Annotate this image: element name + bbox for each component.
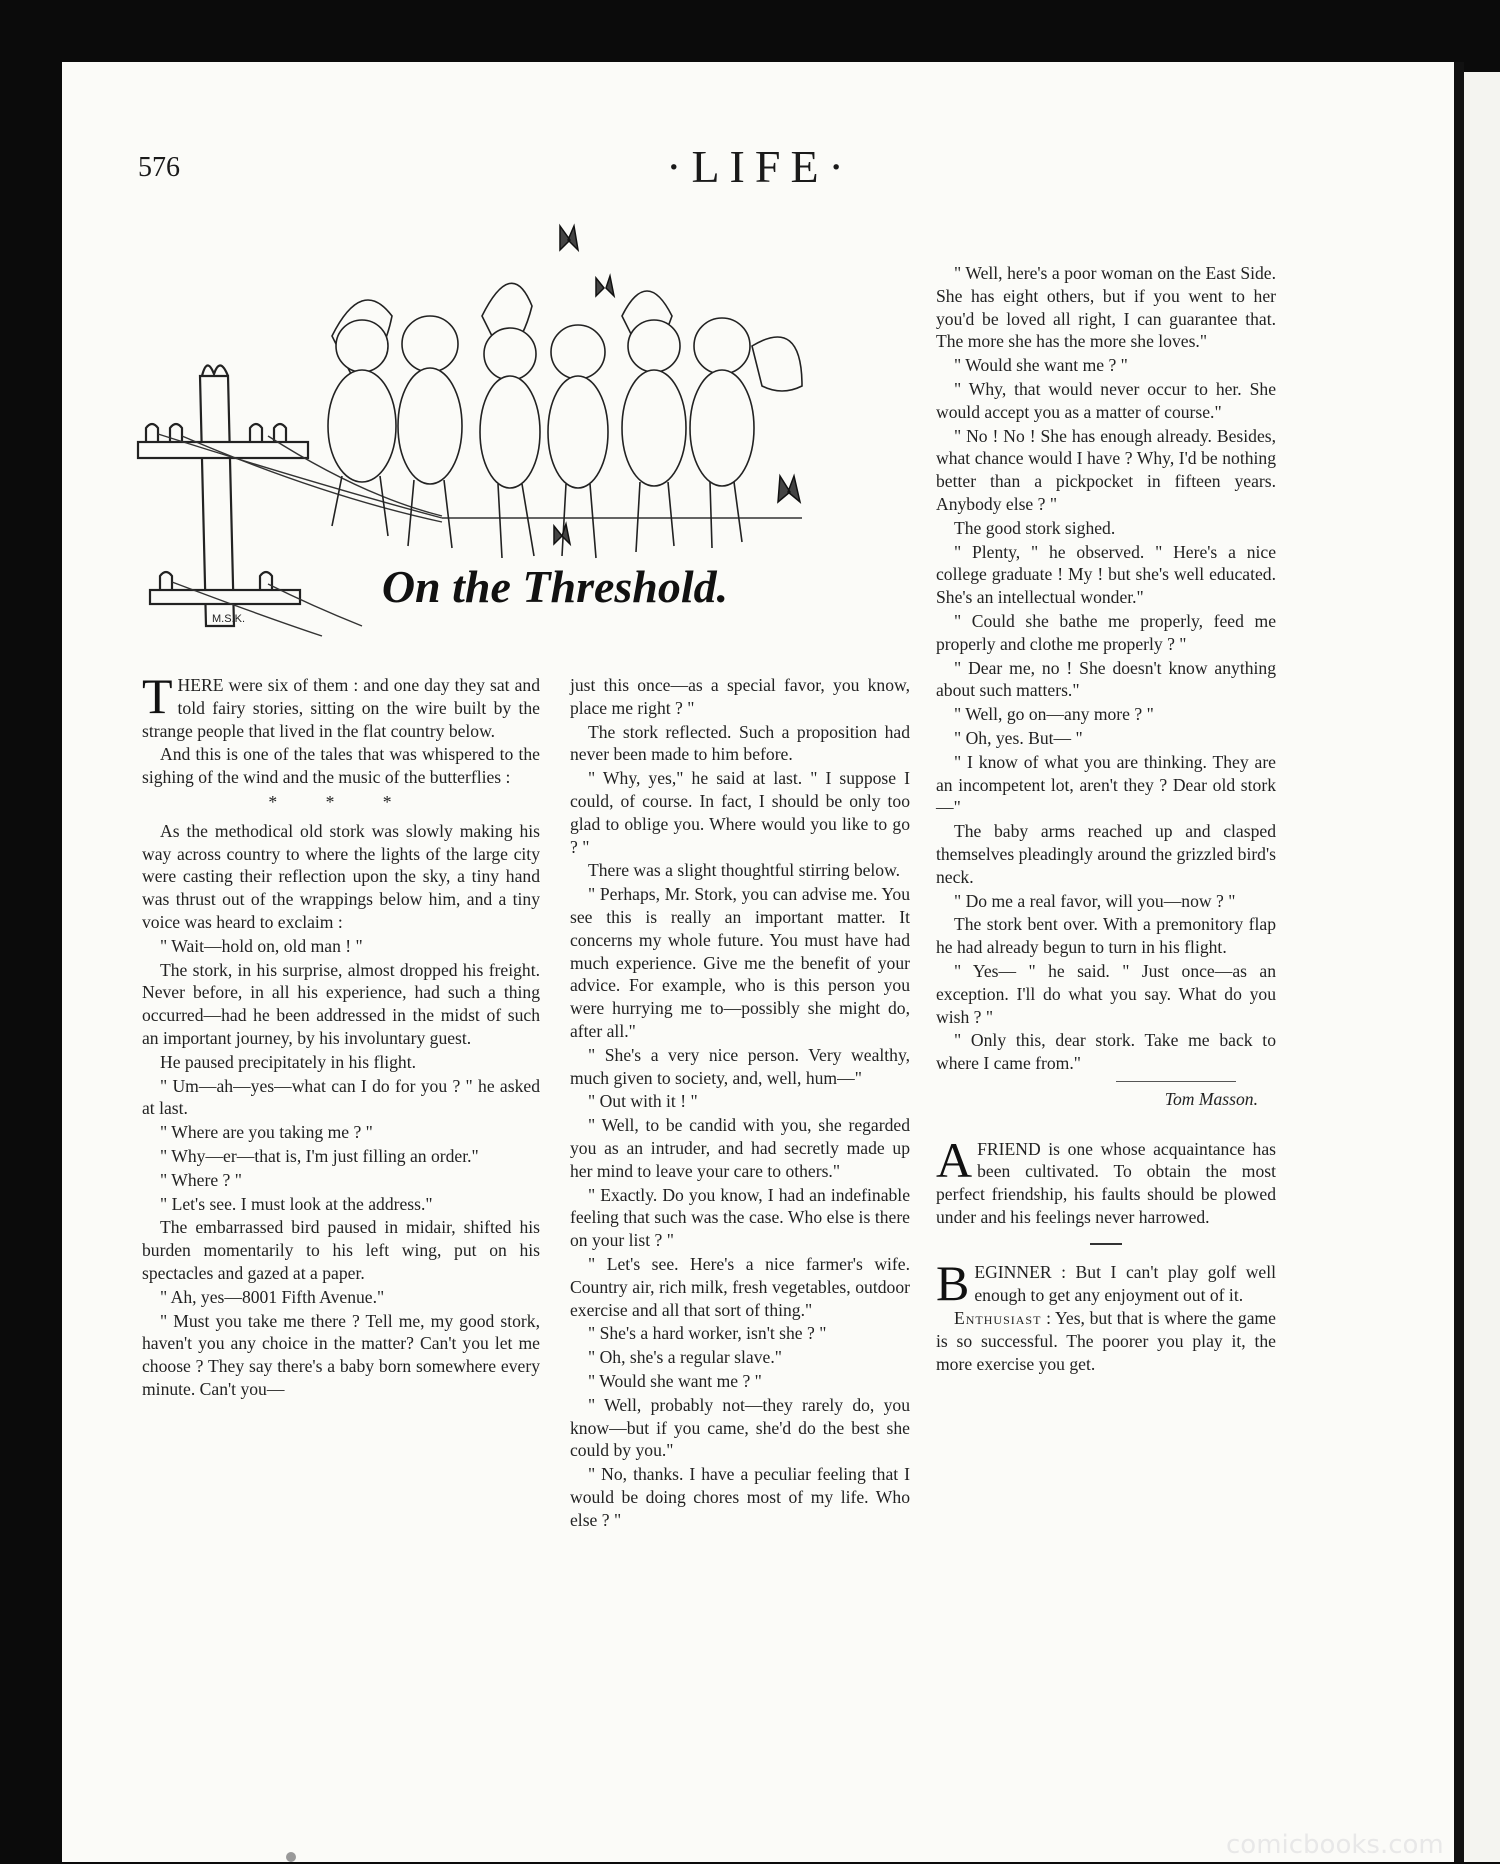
paragraph: " She's a hard worker, isn't she ? " [588,1323,827,1344]
golf-enthusiast-paragraph: Enthusiast : Yes, but that is where the game is so successful. The poorer you play it, the more exercise you get. [936,1308,1276,1375]
paragraph: " Must you take me there ? Tell me, my good stork, haven't you any choice in the matter? Can't you let me choose ? They say there's a baby born somewhere every minute. Can't you— [142,1310,540,1399]
author-signature: Tom Masson. [1164,1088,1258,1109]
adjacent-page-edge [1464,72,1500,1862]
paragraph: " Well, go on—any more ? " [954,704,1154,725]
paragraph: " Perhaps, Mr. Stork, you can advise me. You see this is really an important matter. It concerns my whole future. You must have had much experience. Give me the benefit of your advice. For example, who is this person you were hurrying me to—possibly she might do, after all." [570,884,910,1041]
paragraph: The stork reflected. Such a proposition had never been made to him before. [570,721,910,765]
paragraph: " Let's see. I must look at the address." [160,1193,433,1214]
paragraph: " Out with it ! " [588,1091,698,1112]
paragraph: " Exactly. Do you know, I had an indefinable feeling that such was the case. Who else is there on your list ? " [570,1184,910,1251]
paragraph: just this once—as a special favor, you know, place me right ? " [570,675,910,718]
page-number: 576 [138,152,180,183]
paragraph: " Oh, yes. But— " [954,727,1083,748]
paragraph: " Why, yes," he said at last. " I suppose I could, of course. In fact, I should be only too glad to oblige you. Where would you like to go ? " [570,768,910,857]
telegraph-pole [138,365,308,626]
section-break: * * * [268,791,414,812]
paragraph: " Well, to be candid with you, she regarded you as an intruder, and had secretly made up her mind to leave your care to others." [570,1115,910,1181]
paragraph: " Would she want me ? " [954,355,1128,376]
golf-beginner-paragraph: BEGINNER : But I can't play golf well enough to get any enjoyment out of it. [936,1254,1276,1311]
paragraph: As the methodical old stork was slowly making his way across country to where the lights of the large city were casting their reflection upon the sky, a tiny hand was thrust out of the wrappings below him, and a tiny voice was heard to exclaim : [142,820,540,932]
paragraph: " Why, that would never occur to her. She would accept you as a matter of course." [936,378,1276,422]
paragraph: " Um—ah—yes—what can I do for you ? " he asked at last. [142,1075,540,1119]
paragraph: The stork bent over. With a premonitory flap he had already begun to turn in his flight. [936,914,1276,958]
drop-cap: A [936,1131,973,1188]
paragraph: " No ! No ! She has enough already. Besides, what chance would I have ? Why, I'd be nothing better than a pickpocket in fifteen years. Anybody else ? " [936,425,1276,514]
page-edge [1454,62,1464,1862]
drop-cap: T [142,668,173,724]
paragraph: The good stork sighed. [954,517,1116,538]
paragraph: There was a slight thoughtful stirring below. [588,860,901,881]
paragraph: " Oh, she's a regular slave." [588,1347,782,1368]
binding-hole [286,1852,296,1862]
cherubs [328,283,802,558]
paragraph: He paused precipitately in his flight. [160,1051,417,1072]
illustrator-signature: M.S.K. [212,613,246,625]
paragraph: " No, thanks. I have a peculiar feeling that I would be doing chores most of my life. Who else ? " [570,1464,910,1530]
divider [1090,1243,1122,1245]
paragraph: " Where are you taking me ? " [160,1122,373,1143]
paragraph: " Dear me, no ! She doesn't know anything about such matters." [936,657,1276,701]
drop-cap: B [936,1254,970,1311]
paragraph: " Let's see. Here's a nice farmer's wife. Country air, rich milk, fresh vegetables, outdoor exercise and all that sort of thing." [570,1253,910,1320]
paragraph: The stork, in his surprise, almost dropped his freight. Never before, in all his experience, had such a thing occurred—had he been addressed in the midst of such an important journey, by his involuntary guest. [142,959,540,1048]
paragraph: " I know of what you are thinking. They are an incompetent lot, aren't they ? Dear old stork—" [936,751,1276,818]
paragraph: " Do me a real favor, will you—now ? " [954,890,1236,911]
paragraph: The baby arms reached up and clasped themselves pleadingly around the grizzled bird's neck. [936,821,1276,887]
paragraph: " Could she bathe me properly, feed me properly and clothe me properly ? " [936,610,1276,654]
paragraph: " Only this, dear stork. Take me back to where I came from." [936,1030,1276,1074]
paragraph: " Where ? " [160,1169,242,1190]
article-column-2 [570,674,910,1532]
speaker-label: Enthusiast [954,1308,1042,1329]
paragraph: " Well, probably not—they rarely do, you know—but if you came, she'd do the best she could by you." [570,1394,910,1461]
signature-rule [1116,1081,1236,1082]
paragraph: " Ah, yes—8001 Fifth Avenue." [160,1286,385,1307]
paragraph: " Plenty, " he observed. " Here's a nice college graduate ! My ! but she's well educated. She's an intellectual wonder." [936,541,1276,608]
site-watermark: comicbooks.com [1226,1830,1444,1860]
article-title: On the Threshold. [381,561,729,612]
paragraph: " Why—er—that is, I'm just filling an order." [160,1145,479,1166]
paragraph: The embarrassed bird paused in midair, shifted his burden momentarily to his left wing, put on his spectacles and gazed at a paper. [142,1217,540,1283]
paragraph: " Yes— " he said. " Just once—as an exception. I'll do what you say. What do you wish ? " [936,960,1276,1027]
masthead: ·LIFE· [666,141,854,192]
article-column-1 [142,668,540,1402]
paragraph: " Well, here's a poor woman on the East Side. She has eight others, but if you went to her you'd be loved all right, I can guarantee that. The more she has the more she loves." [936,263,1276,352]
paragraph: " Wait—hold on, old man ! " [160,935,363,956]
paragraph: THERE were six of them : and one day they sat and told fairy stories, sitting on the wire built by the strange people that lived in the flat country below. [142,668,540,741]
paragraph: " She's a very nice person. Very wealthy, much given to society, and, well, hum—" [570,1044,910,1088]
paragraph: " Would she want me ? " [588,1370,762,1391]
friend-paragraph: AFRIEND is one whose acquaintance has been cultivated. To obtain the most perfect friendship, his faults should be plowed under and his feelings never harrowed. [936,1131,1276,1228]
paragraph: And this is one of the tales that was whispered to the sighing of the wind and the music of the butterflies : [142,744,540,788]
article-column-3 [936,262,1276,1377]
